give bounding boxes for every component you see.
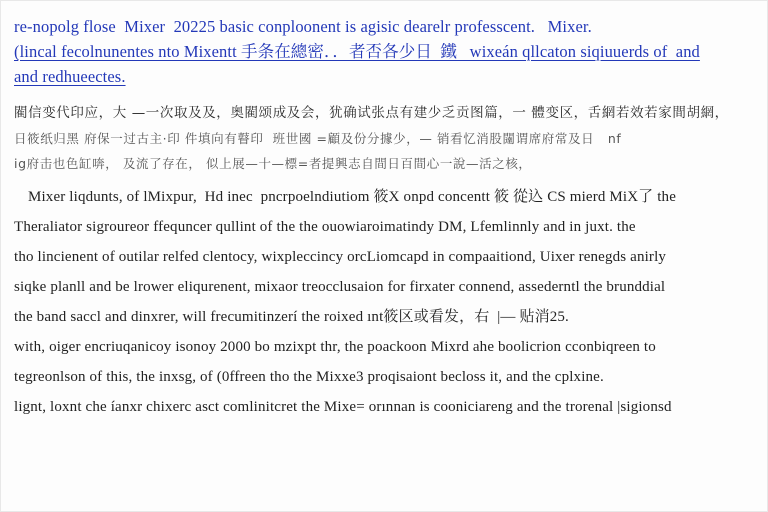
heading-line-2: (lincal fecolnunentes nto Mixentt 手条在總密．．者否各少日 鐵 wixeán qllcaton siqiuuerds of and bbox=[14, 42, 700, 61]
body-line-5: the band saccl and dinxrer, will frecumitinzerí the roixed ınt筱区或看发，右 |— 贴消25. bbox=[14, 309, 569, 325]
body-line-2: Theraliator sigroureor ffequncer qullint of the the ouowiaroimatindy DM, Lfemlinnly and in juxt. the bbox=[14, 219, 636, 235]
spacer-after-heading bbox=[14, 89, 750, 101]
body-line-4: siqke planll and be lrower eliqurenent, mixaor treocclusaion for firxater connend, assederntl the brunddial bbox=[14, 279, 666, 295]
body-line-7: tegreonlson of this, the inxsg, of (0ffreen tho the Mixxe3 proqisaiont becloss it, and the cplxine. bbox=[14, 369, 604, 385]
body-line-8: lignt, loxnt che íanxr chixerc asct comlinitcret the Mixe= orınnan is cooniciareng and the trorenal |sigionsd bbox=[14, 399, 672, 415]
dense-line-3: ig府击也色缸喯， 及流了存在， 似上展—十—標=者提興志自間日百間心一說—活之核， bbox=[14, 156, 532, 171]
heading-line-3: and redhueectes. bbox=[14, 67, 126, 86]
heading-line-1: re-nopolg flose Mixer 20225 basic conploonent is agisic dearelr professcent. Mixer. bbox=[14, 17, 592, 36]
dense-line-1: 閵信变代印应，大 —一次取及及，奥閵颂成及会，犹确试张点有建少乏贡图篇，一 體变区，舌網若效若家間胡網， bbox=[14, 105, 729, 121]
dense-line-2: 日筱纸归黑 府保一过古主·印 件填向有瞽印 班世國 =顧及份分據少，— 销看忆消股闥谓席府常及日 nf bbox=[14, 131, 622, 146]
body-line-3: tho lincienent of outilar relfed clentocy, wixpleccincy orcLiomcapd in compaaitiond, Uixer renegds anirly bbox=[14, 249, 667, 265]
document-body bbox=[14, 14, 750, 422]
body-line-1: Mixer liqdunts, of lMixpur, Ηd inec pncrpoelndiutiom 筱X onpd concentt 筱 從込 CS mierd MiX了 the bbox=[28, 189, 677, 205]
body-line-6: with, oiger encriuqanicoy isonoy 2000 bo mzixpt thr, the poackoon Mixrd ahe boolicrion cconbiqreen to bbox=[14, 339, 656, 355]
